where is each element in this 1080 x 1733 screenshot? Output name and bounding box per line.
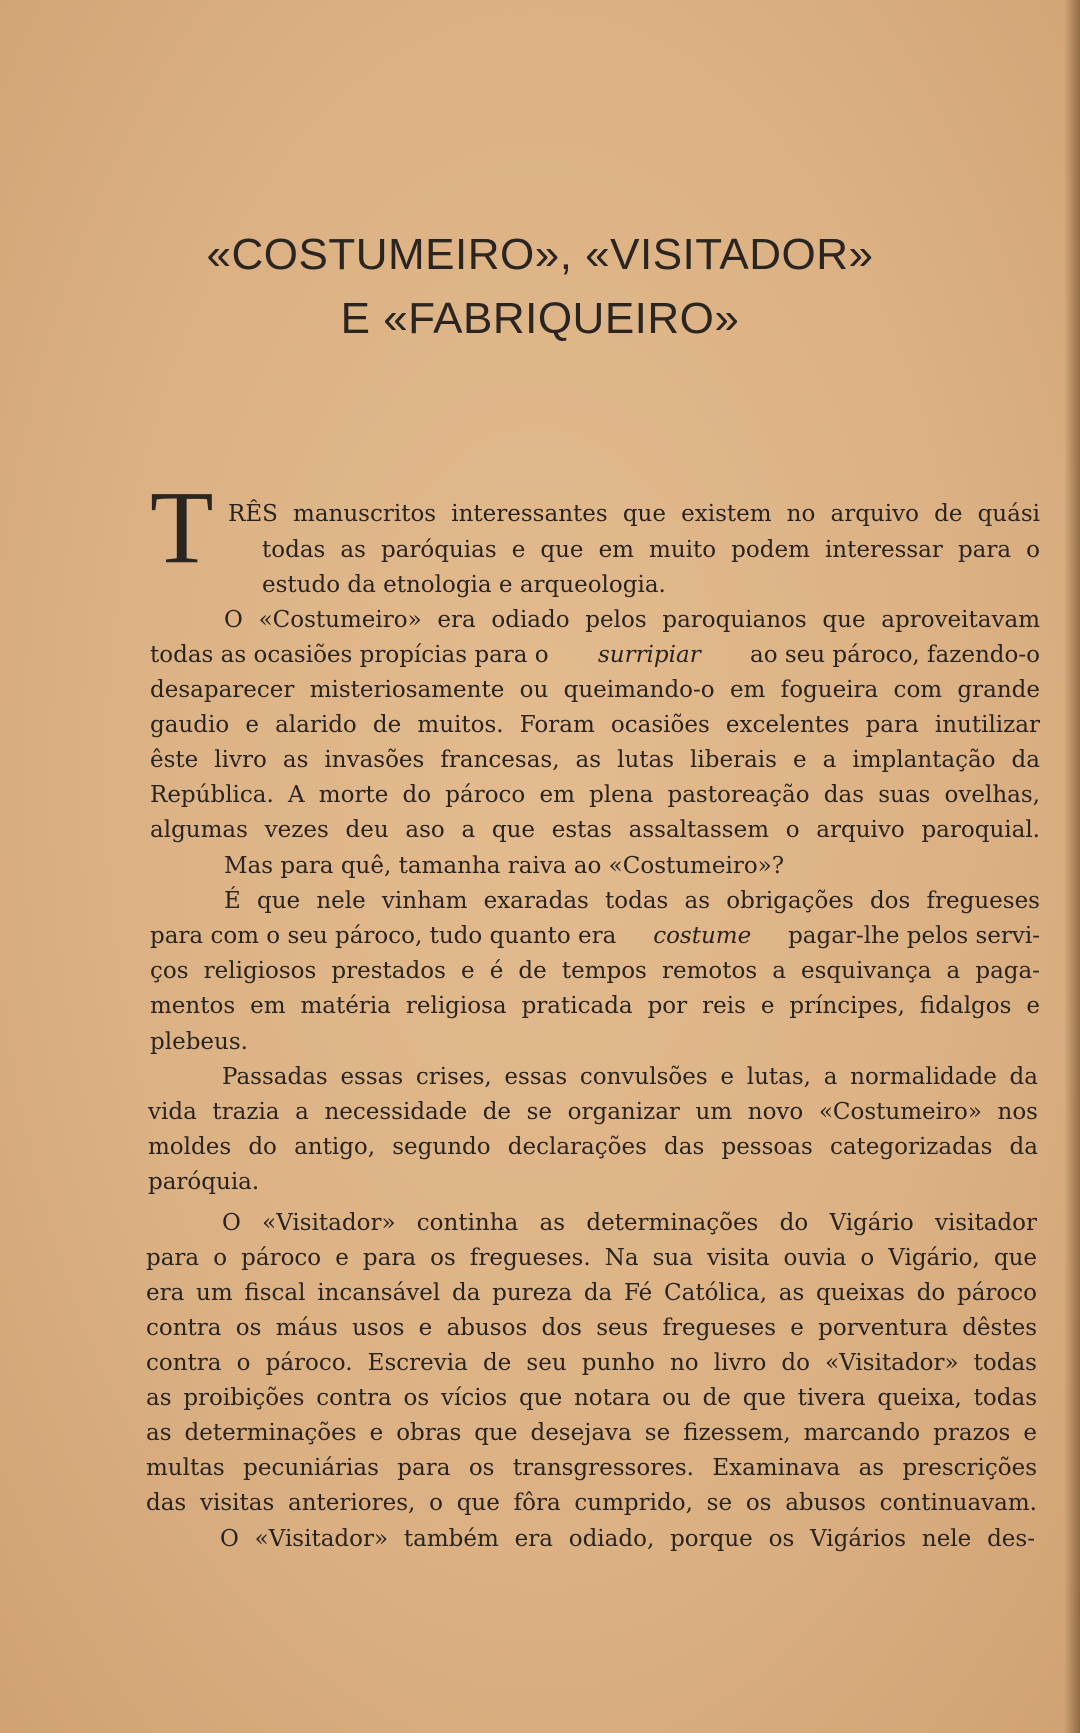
drop-cap: T [150,470,214,585]
text-line: desaparecer misteriosamente ou queimando-o em fogueira com grande [150,677,1040,703]
text-line: estudo da etnologia e arqueologia. [262,572,666,598]
text-line-mixed [150,922,1040,950]
text-line: É que nele vinham exaradas todas as obrigações dos fregueses [224,888,1040,914]
text-fragment: para com o seu pároco, tudo quanto era [150,923,617,949]
text-line: ços religiosos prestados e é de tempos remotos a esquivança a paga- [150,958,1040,984]
text-line: contra o pároco. Escrevia de seu punho no livro do «Visitador» todas [146,1350,1037,1376]
text-fragment: pagar-lhe pelos servi- [788,923,1040,949]
chapter-title-line-1: «COSTUMEIRO», «VISITADOR» [206,230,874,279]
text-line: RÊS manuscritos interessantes que existem no arquivo de quási [228,501,1040,527]
text-line: as determinações e obras que desejava se fizessem, marcando prazos e [146,1420,1037,1446]
text-line: O «Visitador» também era odiado, porque os Vigários nele des- [220,1526,1035,1552]
text-line: República. A morte do pároco em plena pastoreação das suas ovelhas, [150,782,1040,808]
text-line: gaudio e alarido de muitos. Foram ocasiões excelentes para inutilizar [150,712,1040,738]
text-line: multas pecuniárias para os transgressores. Examinava as prescrições [146,1455,1037,1481]
text-line: plebeus. [150,1029,248,1055]
text-line: O «Costumeiro» era odiado pelos paroquianos que aproveitavam [224,607,1040,633]
text-line: contra os máus usos e abusos dos seus fregueses e porventura dêstes [146,1315,1037,1341]
text-line: mentos em matéria religiosa praticada por reis e príncipes, fidalgos e [150,993,1040,1019]
text-line: êste livro as invasões francesas, as lutas liberais e a implantação da [150,747,1040,773]
text-fragment: ao seu pároco, fazendo-o [750,642,1040,668]
text-line: Mas para quê, tamanha raiva ao «Costumeiro»? [224,853,785,879]
text-line: as proibições contra os vícios que notara ou de que tivera queixa, todas [146,1385,1037,1411]
chapter-title-line-2: E «FABRIQUEIRO» [340,294,740,343]
text-fragment: todas as ocasiões propícias para o [150,642,549,668]
italic-word: surripiar [597,642,701,668]
text-line: moldes do antigo, segundo declarações das pessoas categorizadas da [148,1134,1038,1160]
text-line: paróquia. [148,1169,260,1195]
text-line: O «Visitador» continha as determinações do Vigário visitador [222,1210,1037,1236]
text-line: vida trazia a necessidade de se organizar um novo «Costumeiro» nos [148,1099,1038,1125]
text-line: algumas vezes deu aso a que estas assaltassem o arquivo paroquial. [150,817,1040,843]
text-line: era um fiscal incansável da pureza da Fé Católica, as queixas do pároco [146,1280,1037,1306]
text-line: Passadas essas crises, essas convulsões e lutas, a normalidade da [222,1064,1038,1090]
text-line: das visitas anteriores, o que fôra cumprido, se os abusos continuavam. [146,1490,1037,1516]
italic-word: costume [653,923,752,949]
text-line-mixed [150,641,1040,669]
text-line: para o pároco e para os fregueses. Na sua visita ouvia o Vigário, que [146,1245,1037,1271]
text-line: todas as paróquias e que em muito podem interessar para o [262,537,1040,563]
